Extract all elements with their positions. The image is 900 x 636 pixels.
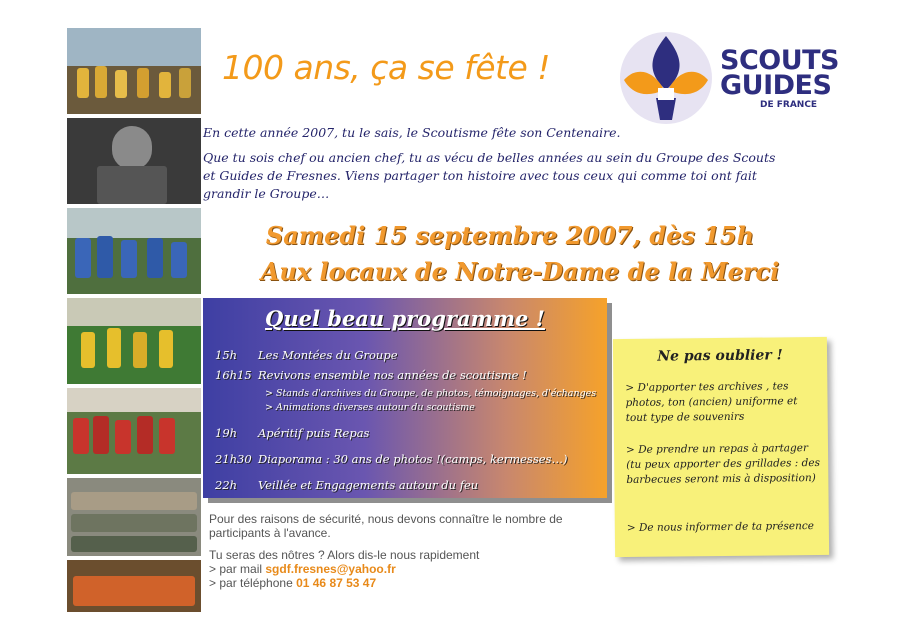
photo-forest-group bbox=[67, 560, 201, 612]
intro-paragraph-2 bbox=[203, 149, 843, 203]
programme-title: Quel beau programme ! bbox=[265, 306, 545, 331]
programme-time: 21h30 bbox=[215, 452, 252, 466]
footer-info bbox=[209, 512, 563, 590]
programme-time: 15h bbox=[215, 348, 238, 362]
logo-line1: SCOUTS bbox=[720, 45, 840, 76]
logo-text bbox=[720, 45, 840, 101]
intro-line-1: Que tu sois chef ou ancien chef, tu as vécu de belles années au sein du Groupe des Scouts bbox=[203, 150, 776, 165]
intro-line-2: et Guides de Fresnes. Viens partager ton histoire avec tous ceux qui comme toi ont fait bbox=[203, 168, 757, 183]
photo-blue-scouts bbox=[67, 208, 201, 294]
footer-line: Tu seras des nôtres ? Alors dis-le nous rapidement bbox=[209, 548, 480, 562]
reminder-title: Ne pas oublier ! bbox=[657, 347, 783, 365]
photo-portrait bbox=[67, 118, 201, 204]
reminder-item: > De nous informer de ta présence bbox=[626, 520, 814, 534]
intro-line-3: grandir le Groupe… bbox=[203, 186, 330, 201]
intro-text bbox=[203, 124, 843, 210]
programme-event: Veillée et Engagements autour du feu bbox=[258, 478, 479, 492]
phone-number: 01 46 87 53 47 bbox=[296, 576, 377, 590]
footer-mail-line bbox=[209, 562, 563, 576]
reminder-note bbox=[613, 337, 829, 557]
event-date: Samedi 15 septembre 2007, dès 15h bbox=[265, 221, 755, 250]
mail-label: > par mail bbox=[209, 562, 266, 576]
programme-event: Revivons ensemble nos années de scoutisme ! bbox=[258, 368, 527, 382]
programme-event: Les Montées du Groupe bbox=[258, 348, 398, 362]
logo-subtitle: DE FRANCE bbox=[760, 100, 818, 110]
programme-event: Diaporama : 30 ans de photos !(camps, kermesses…) bbox=[258, 452, 568, 466]
photo-strip bbox=[67, 28, 201, 612]
logo-line2: GUIDES bbox=[720, 70, 832, 101]
photo-yellow-scouts bbox=[67, 298, 201, 384]
reminder-item: > De prendre un repas à partager (tu peux apporter des grillades : des barbecues seront mis à disposition) bbox=[625, 442, 821, 486]
footer-line: participants à l'avance. bbox=[209, 526, 331, 540]
programme-box bbox=[203, 298, 607, 498]
programme-event: Apéritif puis Repas bbox=[258, 426, 370, 440]
event-location: Aux locaux de Notre-Dame de la Merci bbox=[260, 257, 780, 286]
programme-time: 19h bbox=[215, 426, 238, 440]
programme-subitem: > Stands d'archives du Groupe, de photos, témoignages, d'échanges bbox=[265, 388, 597, 399]
intro-paragraph-1: En cette année 2007, tu le sais, le Scoutisme fête son Centenaire. bbox=[203, 125, 621, 140]
footer-line: Pour des raisons de sécurité, nous devons connaître le nombre de bbox=[209, 512, 563, 526]
programme-subitem: > Animations diverses autour du scoutisme bbox=[265, 402, 475, 413]
photo-red-group bbox=[67, 388, 201, 474]
footer-phone-line bbox=[209, 576, 563, 590]
photo-stairs-group bbox=[67, 478, 201, 556]
programme-time: 22h bbox=[215, 478, 238, 492]
photo-group-outdoor bbox=[67, 28, 201, 114]
programme-time: 16h15 bbox=[215, 368, 252, 382]
phone-label: > par téléphone bbox=[209, 576, 297, 590]
reminder-item: > D'apporter tes archives , tes photos, ton (ancien) uniforme et tout type de souvenirs bbox=[625, 380, 798, 424]
email-link[interactable]: sgdf.fresnes@yahoo.fr bbox=[265, 562, 396, 576]
page-title: 100 ans, ça se fête ! bbox=[222, 48, 551, 87]
